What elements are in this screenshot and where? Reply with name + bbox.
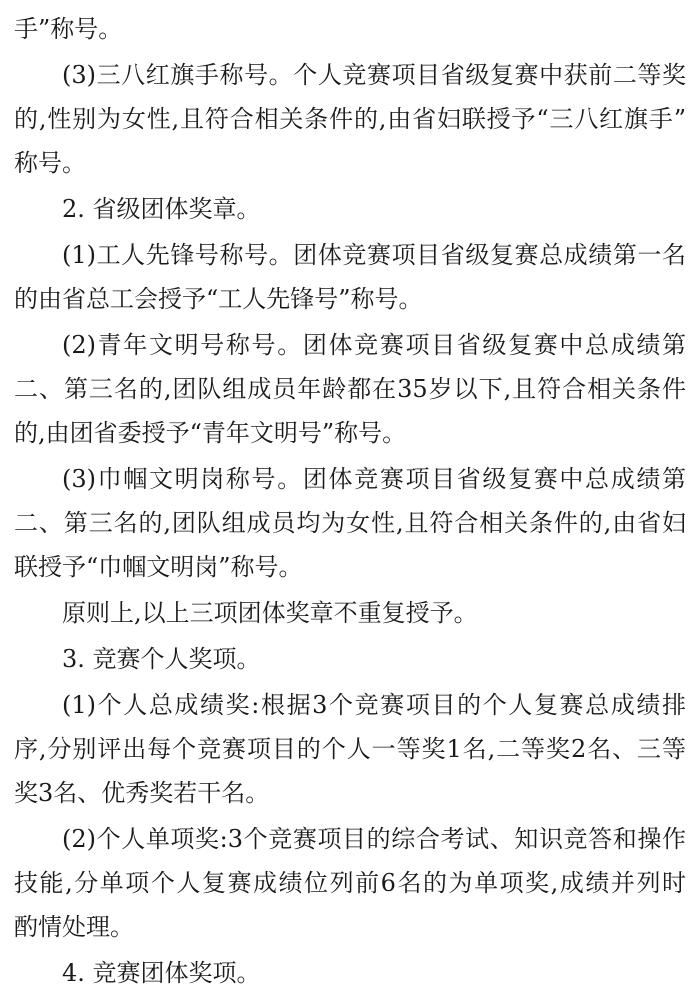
section-heading: 2. 省级团体奖章。 [62,195,261,223]
text-line: (2)青年文明号称号。团体竞赛项目省级复赛中总成绩第 [62,331,686,359]
section-heading: 4. 竞赛团体奖项。 [62,959,261,987]
text-line: 原则上,以上三项团体奖章不重复授予。 [62,599,478,627]
text-line: (2)个人单项奖:3个竞赛项目的综合考试、知识竞答和操作 [62,825,686,853]
text-line: 联授予“巾帼文明岗”称号。 [14,553,303,581]
text-line: 奖3名、优秀奖若干名。 [14,779,270,807]
text-line: 序,分别评出每个竞赛项目的个人一等奖1名,二等奖2名、三等 [14,735,686,763]
text-line: 的,由团省委授予“青年文明号”称号。 [14,419,407,447]
text-line: (1)工人先锋号称号。团体竞赛项目省级复赛总成绩第一名 [62,241,686,269]
text-line: 酌情处理。 [14,913,134,941]
section-heading: 3. 竞赛个人奖项。 [62,645,261,673]
text-line: 二、第三名的,团队组成员年龄都在35岁以下,且符合相关条件 [14,375,686,403]
text-line: (1)个人总成绩奖:根据3个竞赛项目的个人复赛总成绩排 [62,691,686,719]
text-line: 的,性别为女性,且符合相关条件的,由省妇联授予“三八红旗手” [14,105,686,133]
text-line: 的由省总工会授予“工人先锋号”称号。 [14,285,423,313]
text-line: 二、第三名的,团队组成员均为女性,且符合相关条件的,由省妇 [14,509,686,537]
text-line: 手”称号。 [14,15,123,43]
text-line: 技能,分单项个人复赛成绩位列前6名的为单项奖,成绩并列时 [14,869,686,897]
text-line: (3)三八红旗手称号。个人竞赛项目省级复赛中获前二等奖 [62,61,686,89]
text-line: (3)巾帼文明岗称号。团体竞赛项目省级复赛中总成绩第 [62,465,686,493]
text-line: 称号。 [14,149,86,177]
